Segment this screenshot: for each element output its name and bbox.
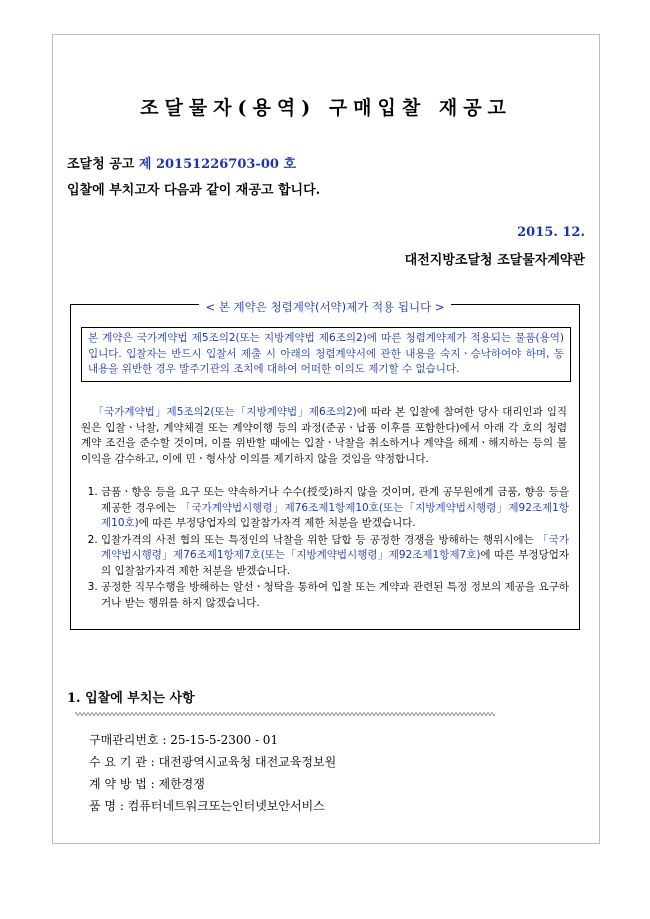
notice-date: 2015. 12. [517,225,585,240]
intro-text: 입찰에 부치고자 다음과 같이 재공고 합니다. [67,183,321,198]
item-value: : 컴퓨터네트워크또는인터넷보안서비스 [119,799,325,813]
integrity-box-caption-text: < 본 계약은 청렴계약(서약)제가 적용 됩니다 > [199,300,450,314]
list-item [89,751,336,773]
item-label: 구매관리번호 [89,733,159,747]
integrity-notice: 본 계약은 국가계약법 제5조의2(또는 지방계약법 제6조의2)에 따른 청렴계약제가 적용되는 물품(용역)입니다. 입찰자는 반드시 입찰서 제출 시 아래의 청렴계약서에 관한 내용을 숙지ㆍ승낙하여야 하며, 동 내용을 위반한 경우 발주기관의 조치에 대하여 어떠한 이의도 제기할 수 없습니다. [81,327,571,382]
wavy-divider [75,711,495,717]
integrity-box-caption [71,296,579,315]
pledge-clause: 3. 공정한 직무수행을 방해하는 알선ㆍ청탁을 통하여 입찰 또는 계약과 관련된 특정 정보의 제공을 요구하거나 받는 행위를 하지 않겠습니다. [101,580,569,611]
item-label: 계 약 방 법 [89,777,147,791]
item-label: 수 요 기 관 [89,755,147,769]
pledge-clauses [81,485,569,612]
document-title: 조달물자(용역) 구매입찰 재공고 [140,97,512,119]
list-item [89,729,336,751]
item-value: : 대전광역시교육청 대전교육정보원 [150,755,337,769]
list-item [89,773,336,795]
notice-number: 제 20151226703-00 호 [138,157,297,172]
pledge-law-reference: 「국가계약법」제5조의2(또는「지방계약법」제6조의2) [93,406,357,418]
pledge-clause: 1. 금품ㆍ향응 등을 요구 또는 약속하거나 수수(授受)하지 않을 것이며, 관계 공무원에게 금품, 향응 등을 제공한 경우에는 「국가계약법시행령」제76조제1항제10호(또는「지방계약법시행령」제92조제1항제10호)에 따른 부정당업자의 입찰참가자격 제한 처분을 받겠습니다. [101,485,569,532]
item-value: : 제한경쟁 [150,777,205,791]
notice-number-line [67,153,296,172]
notice-prefix: 조달청 공고 [67,157,135,172]
item-value: : 25-15-5-2300 - 01 [162,733,279,747]
list-item [89,795,336,817]
pledge-clause: 2. 입찰가격의 사전 협의 또는 특정인의 낙찰을 위한 담합 등 공정한 경쟁을 방해하는 행위시에는 「국가계약법시행령」제76조제1항제7호(또는「지방계약법시행령」제92조제1항제7호)에 따른 부정당업자의 입찰참가자격 제한 처분을 받겠습니다. [101,533,569,580]
integrity-contract-box [70,300,580,630]
section-1-title: 1. 입찰에 부치는 사항 [67,691,195,706]
pledge-text: 에 따라 본 입찰에 참여한 당사 대리인과 임직원은 입찰ㆍ낙찰, 계약체결 또는 계약이행 등의 과정(준공ㆍ납품 이후를 포함한다)에서 아래 각 호의 청렴계약 조건을 준수할 것이며, 이를 위반할 때에는 입찰ㆍ낙찰을 취소하거나 계약을 해제ㆍ해지하는 등의 불이익을 감수하고, 이에 민ㆍ형사상 이의를 제기하지 않을 것임을 약정합니다. [81,406,567,465]
integrity-pledge [81,405,567,467]
issuing-office: 대전지방조달청 조달물자계약관 [404,253,585,268]
document-page [52,34,600,844]
item-label: 품 명 [89,799,116,813]
bid-item-list [89,729,336,817]
